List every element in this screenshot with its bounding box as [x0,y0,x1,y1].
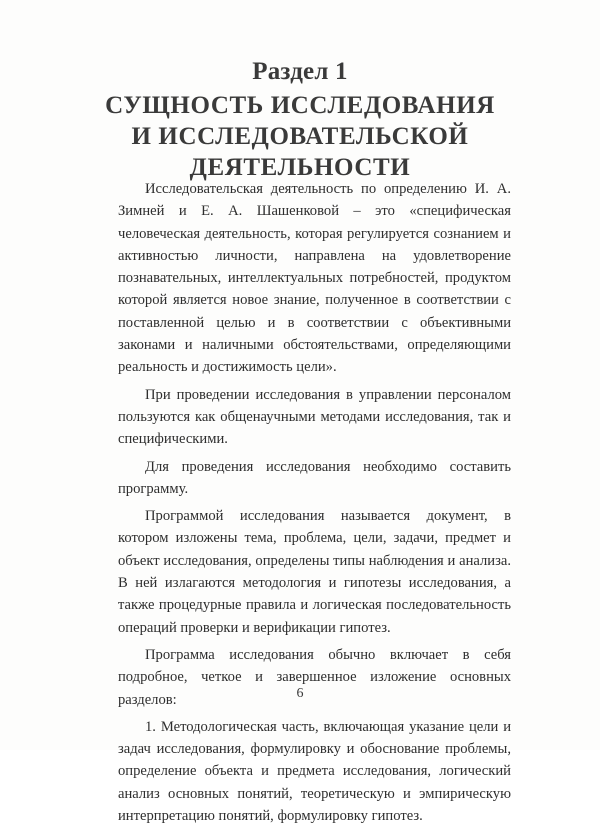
page-number: 6 [296,686,304,701]
body-text [118,178,511,832]
section-label: Раздел 1 [252,58,348,85]
paragraph: Программа исследования обычно включает в себя подробное, четкое и завершенное изложение основных разделов: [118,646,511,708]
section-title-line: ДЕЯТЕЛЬНОСТИ [189,154,411,181]
section-title [0,90,600,183]
section-title-line: СУЩНОСТЬ ИССЛЕДОВАНИЯ [105,92,495,119]
paragraph: Исследовательская деятельность по определению И. А. Зимней и Е. А. Шашенковой – это «специфическая человеческая деятельность, которая регулируется сознанием и активностью личности, направлена на удовлетворение познавательных, интеллектуальных потребностей, продуктом которой является новое знание, полученное в соответствии с поставленной целью и в соответствии с объективными законами и наличными обстоятельствами, определяющими реальность и достижимость цели». [118,181,511,376]
paragraph: Программой исследования называется документ, в котором изложены тема, проблема, цели, задачи, предмет и объект исследования, определены типы наблюдения и анализа. В ней излагаются методология и гипотезы исследования, а также процедурные правила и логическая последовательность операций проверки и верификации гипотез. [118,508,511,636]
paragraph: При проведении исследования в управлении персоналом пользуются как общенаучными методами исследования, так и специфическими. [118,386,511,448]
paragraph: Для проведения исследования необходимо составить программу. [118,458,511,497]
section-title-line: И ИССЛЕДОВАТЕЛЬСКОЙ [131,123,469,150]
paragraph: 1. Методологическая часть, включающая указание цели и задач исследования, формулировку и обоснование проблемы, определение объекта и предмета исследования, логический анализ основных понятий, теоретическую и эмпирическую интерпретацию понятий, формулировку гипотез. [118,718,511,825]
